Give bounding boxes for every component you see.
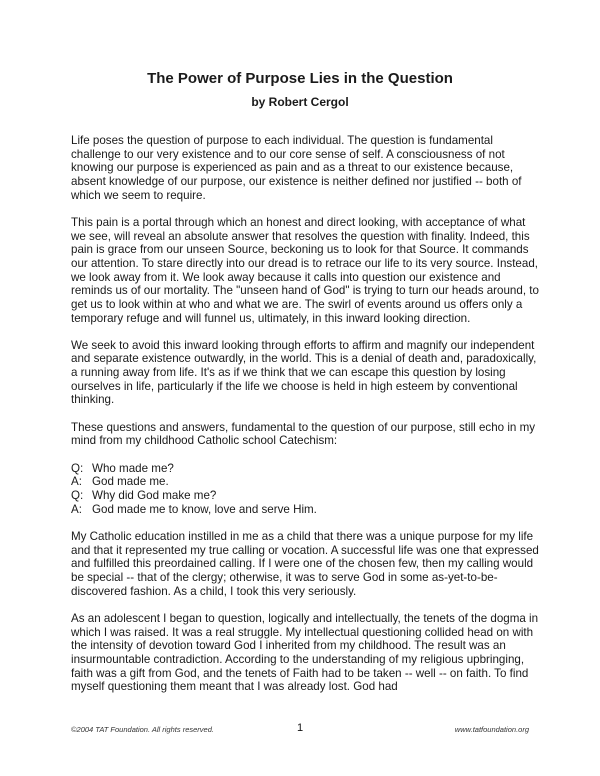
paragraph-3: We seek to avoid this inward looking through efforts to affirm and magnify our independent and separate existence outwardly, in the world. This is a denial of death and, paradoxically, a running away from life. It's as if we think that we can escape this question by losing ourselves in life, particularly if the life we choose is held in high esteem by conventional thinking. bbox=[71, 338, 537, 407]
catechism-item bbox=[71, 489, 539, 503]
website-link: www.tatfoundation.org bbox=[454, 725, 529, 734]
qa-tag: A: bbox=[71, 502, 82, 516]
qa-tag: A: bbox=[71, 475, 82, 489]
paragraph-6: As an adolescent I began to question, logically and intellectually, the tenets of the dogma in which I was raised. It was a real struggle. My intellectual questioning collided head on with the intensity of devotion toward God I inherited from my childhood. The result was an insurmountable contradiction. According to the understanding of my religious upbringing, faith was a gift from God, and the tenets of Faith had to be taken -- well -- on faith. To find myself questioning them meant that I was already lost. God had bbox=[71, 611, 539, 694]
catechism-item bbox=[71, 503, 539, 517]
paragraph-2: This pain is a portal through which an honest and direct looking, with acceptance of what we see, will reveal an absolute answer that resolves the question with finality. Indeed, this pain is grace from our unseen Source, beckoning us to look for that Source. It commands our attention. To stare directly into our dread is to retrace our life to its very source. Instead, we look away from it. We look away because it calls into question our existence and reminds us of our mortality. The "unseen hand of God" is trying to turn our heads around, to get us to look within at who and what we are. The swirl of events around us offers only a temporary refuge and will funnel us, ultimately, in this inward looking direction. bbox=[71, 215, 539, 325]
qa-tag: Q: bbox=[71, 489, 84, 502]
paragraph-1: Life poses the question of purpose to each individual. The question is fundamental challenge to our very existence and to our core sense of self. A consciousness of not knowing our purpose is experienced as pain and as a threat to our existence because, absent knowledge of our purpose, our existence is neither defined nor justified -- both of which we seem to require. bbox=[71, 134, 522, 202]
paragraph-5: My Catholic education instilled in me as a child that there was a unique purpose for my life and that it represented my true calling or vocation. A successful life was one that expressed and fulfilled this preordained calling. If I were one of the chosen few, then my calling would be special -- that of the clergy; otherwise, it was to serve God in some as-yet-to-be-discovered fashion. As a child, I took this very seriously. bbox=[71, 529, 539, 598]
qa-text: Why did God make me? bbox=[92, 489, 217, 502]
page-footer bbox=[71, 722, 529, 738]
page-number: 1 bbox=[297, 722, 304, 734]
copyright-notice: ©2004 TAT Foundation. All rights reserved. bbox=[71, 725, 214, 734]
paragraph-4: These questions and answers, fundamental to the question of our purpose, still echo in my mind from my childhood Catholic school Catechism: bbox=[71, 420, 536, 448]
qa-text: God made me. bbox=[92, 475, 169, 489]
document-body bbox=[71, 134, 539, 707]
qa-text: Who made me? bbox=[92, 461, 174, 475]
author-byline: by Robert Cergol bbox=[251, 95, 349, 109]
catechism-list bbox=[71, 462, 539, 517]
catechism-item bbox=[71, 462, 539, 476]
document-title: The Power of Purpose Lies in the Question bbox=[147, 70, 453, 87]
qa-tag: Q: bbox=[71, 461, 84, 475]
qa-text: God made me to know, love and serve Him. bbox=[92, 502, 317, 516]
catechism-item bbox=[71, 475, 539, 489]
